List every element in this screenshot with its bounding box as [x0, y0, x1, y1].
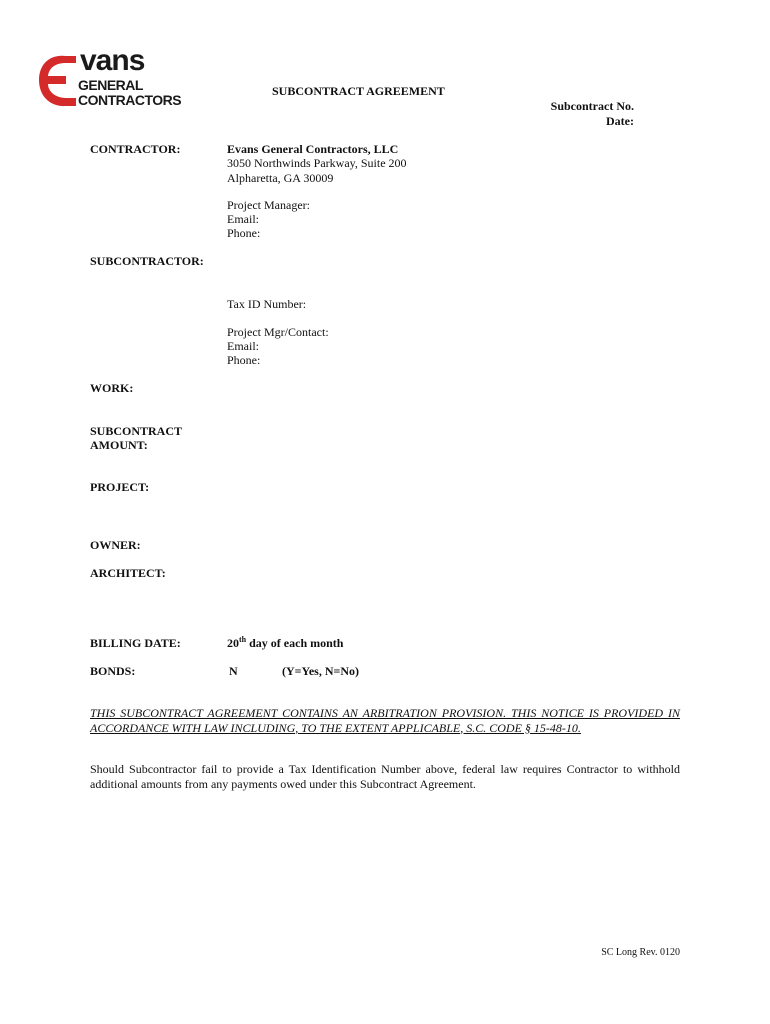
billing-date-label: BILLING DATE:	[90, 636, 181, 650]
subcontract-amount-label-line1: SUBCONTRACT	[90, 424, 183, 438]
logo-text-general: GENERAL	[78, 77, 143, 93]
bonds-label: BONDS:	[90, 664, 136, 678]
contractor-phone-label: Phone:	[227, 226, 261, 240]
date-label: Date:	[606, 114, 634, 128]
company-logo	[36, 44, 182, 110]
billing-day-text: day of each month	[246, 636, 344, 650]
subcontract-no-label: Subcontract No.	[550, 99, 634, 113]
subcontractor-email-label: Email:	[227, 339, 259, 353]
work-label: WORK:	[90, 381, 134, 395]
contractor-name: Evans General Contractors, LLC	[227, 142, 399, 156]
subcontractor-phone-label: Phone:	[227, 353, 261, 367]
bonds-value: N	[229, 664, 238, 678]
contractor-address-line1: 3050 Northwinds Parkway, Suite 200	[227, 156, 407, 170]
contractor-pm-label: Project Manager:	[227, 198, 310, 212]
contractor-address-line2: Alpharetta, GA 30009	[227, 171, 334, 185]
project-label: PROJECT:	[90, 480, 150, 494]
document-title: SUBCONTRACT AGREEMENT	[272, 84, 445, 98]
subcontractor-label: SUBCONTRACTOR:	[90, 254, 204, 268]
contractor-email-label: Email:	[227, 212, 259, 226]
owner-label: OWNER:	[90, 538, 141, 552]
billing-day-number: 20	[227, 636, 239, 650]
logo-e-mark	[36, 50, 80, 110]
logo-text-contractors: CONTRACTORS	[78, 92, 182, 108]
logo-text-evans: vans	[80, 44, 145, 77]
billing-date-value	[227, 636, 343, 651]
bonds-legend: (Y=Yes, N=No)	[282, 664, 359, 678]
subcontractor-contact-label: Project Mgr/Contact:	[227, 325, 329, 339]
architect-label: ARCHITECT:	[90, 566, 166, 580]
tax-withholding-paragraph: Should Subcontractor fail to provide a Tax Identification Number above, federal law requires Contractor to withhold additional amounts from any payments owed under this Subcontract Agreement.	[90, 762, 680, 791]
tax-id-label: Tax ID Number:	[227, 297, 307, 311]
subcontract-amount-label-line2: AMOUNT:	[90, 438, 148, 452]
revision-footer: SC Long Rev. 0120	[601, 947, 680, 958]
arbitration-notice: THIS SUBCONTRACT AGREEMENT CONTAINS AN ARBITRATION PROVISION. THIS NOTICE IS PROVIDED IN ACCORDANCE WITH LAW INCLUDING, TO THE EXTENT APPLICABLE, S.C. CODE § 15-48-10.	[90, 706, 680, 735]
contractor-label: CONTRACTOR:	[90, 142, 181, 156]
billing-day-suffix: th	[239, 635, 247, 644]
